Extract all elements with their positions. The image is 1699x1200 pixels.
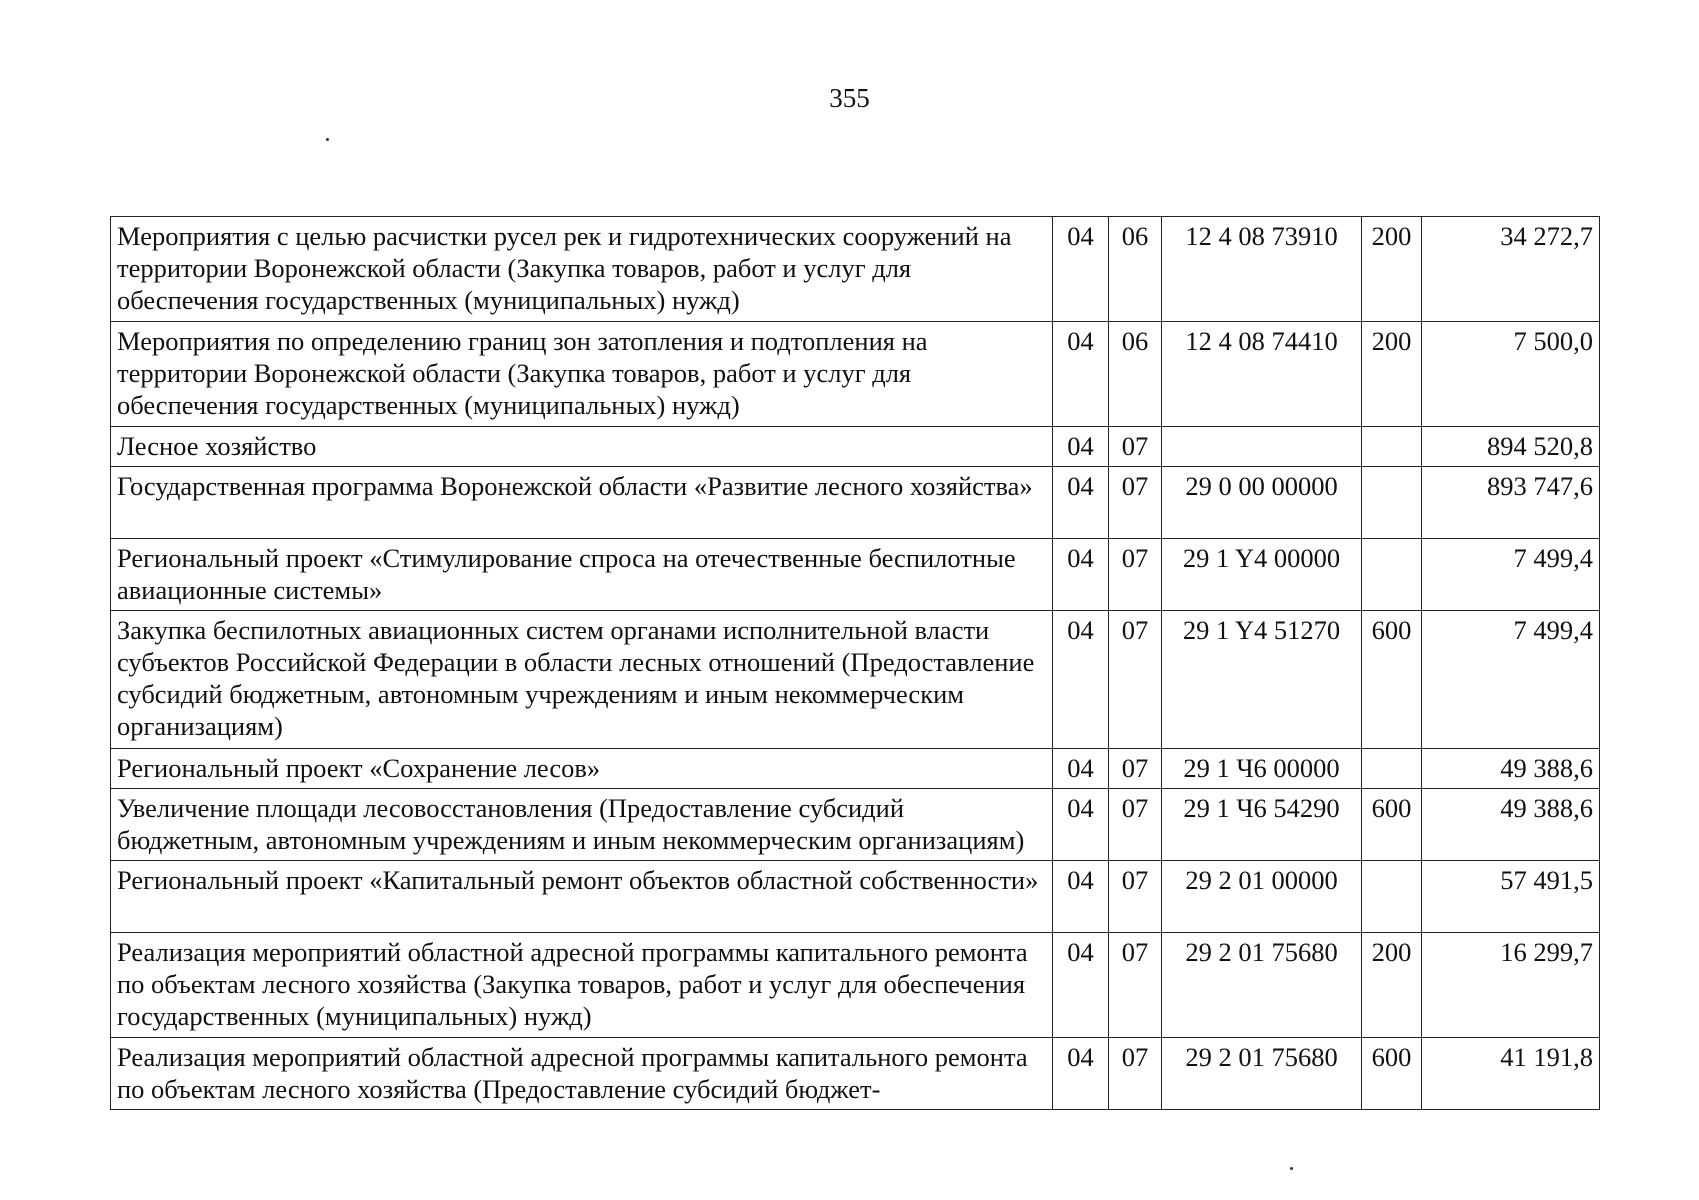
row-amount: 894 520,8	[1422, 427, 1600, 467]
row-expense-type: 200	[1362, 217, 1422, 322]
row-section: 04	[1053, 217, 1109, 322]
row-subsection: 06	[1109, 322, 1162, 427]
row-name: Увеличение площади лесовосстановления (Предоставление субсидий бюджетным, автономным учреждениям и иным некоммерческим организациям)	[111, 789, 1053, 861]
row-target-item: 12 4 08 73910	[1162, 217, 1362, 322]
row-section: 04	[1053, 467, 1109, 539]
table-row	[111, 217, 1600, 322]
table-row	[111, 427, 1600, 467]
row-name: Государственная программа Воронежской области «Развитие лесного хозяйства»	[111, 467, 1053, 539]
row-target-item	[1162, 427, 1362, 467]
row-section: 04	[1053, 861, 1109, 933]
row-expense-type	[1362, 467, 1422, 539]
row-subsection: 07	[1109, 539, 1162, 611]
row-expense-type	[1362, 539, 1422, 611]
row-amount: 893 747,6	[1422, 467, 1600, 539]
row-target-item: 29 2 01 00000	[1162, 861, 1362, 933]
table-row	[111, 539, 1600, 611]
row-amount: 49 388,6	[1422, 789, 1600, 861]
row-section: 04	[1053, 539, 1109, 611]
row-section: 04	[1053, 749, 1109, 789]
row-expense-type	[1362, 427, 1422, 467]
row-name: Реализация мероприятий областной адресной программы капитального ремонта по объектам лесного хозяйства (Предоставление субсидий бюджет-	[111, 1038, 1053, 1110]
row-subsection: 06	[1109, 217, 1162, 322]
row-target-item: 29 1 Ч6 00000	[1162, 749, 1362, 789]
row-subsection: 07	[1109, 789, 1162, 861]
table-row	[111, 1038, 1600, 1110]
row-expense-type: 200	[1362, 933, 1422, 1038]
row-amount: 34 272,7	[1422, 217, 1600, 322]
row-target-item: 29 2 01 75680	[1162, 1038, 1362, 1110]
row-name: Реализация мероприятий областной адресной программы капитального ремонта по объектам лесного хозяйства (Закупка товаров, работ и услуг для обеспечения государственных (муниципальных) нужд)	[111, 933, 1053, 1038]
row-target-item: 29 1 Y4 51270	[1162, 611, 1362, 749]
row-name: Закупка беспилотных авиационных систем органами исполнительной власти субъектов Российской Федерации в области лесных отношений (Предоставление субсидий бюджетным, автономным учреждениям и иным некоммерческим организациям)	[111, 611, 1053, 749]
row-amount: 7 499,4	[1422, 539, 1600, 611]
row-subsection: 07	[1109, 611, 1162, 749]
scan-speck	[1290, 1167, 1293, 1170]
table-row	[111, 861, 1600, 933]
row-subsection: 07	[1109, 933, 1162, 1038]
table-row	[111, 749, 1600, 789]
table-row	[111, 611, 1600, 749]
row-subsection: 07	[1109, 427, 1162, 467]
row-name: Лесное хозяйство	[111, 427, 1053, 467]
scan-speck	[326, 138, 329, 141]
row-subsection: 07	[1109, 1038, 1162, 1110]
row-amount: 16 299,7	[1422, 933, 1600, 1038]
row-name: Региональный проект «Сохранение лесов»	[111, 749, 1053, 789]
row-target-item: 29 1 Ч6 54290	[1162, 789, 1362, 861]
row-expense-type: 600	[1362, 789, 1422, 861]
row-expense-type: 200	[1362, 322, 1422, 427]
row-name: Мероприятия по определению границ зон затопления и подтопления на территории Воронежской области (Закупка товаров, работ и услуг для обеспечения государственных (муниципальных) нужд)	[111, 322, 1053, 427]
row-amount: 57 491,5	[1422, 861, 1600, 933]
row-subsection: 07	[1109, 861, 1162, 933]
row-amount: 41 191,8	[1422, 1038, 1600, 1110]
row-expense-type	[1362, 749, 1422, 789]
table-row	[111, 933, 1600, 1038]
row-section: 04	[1053, 933, 1109, 1038]
row-section: 04	[1053, 427, 1109, 467]
row-amount: 7 499,4	[1422, 611, 1600, 749]
row-section: 04	[1053, 322, 1109, 427]
row-target-item: 29 1 Y4 00000	[1162, 539, 1362, 611]
table-row	[111, 322, 1600, 427]
table-row	[111, 789, 1600, 861]
row-expense-type	[1362, 861, 1422, 933]
row-name: Региональный проект «Капитальный ремонт объектов областной собственности»	[111, 861, 1053, 933]
row-section: 04	[1053, 611, 1109, 749]
page-number: 355	[829, 83, 870, 113]
row-target-item: 29 0 00 00000	[1162, 467, 1362, 539]
table-row	[111, 467, 1600, 539]
row-amount: 49 388,6	[1422, 749, 1600, 789]
row-target-item: 12 4 08 74410	[1162, 322, 1362, 427]
row-expense-type: 600	[1362, 611, 1422, 749]
row-amount: 7 500,0	[1422, 322, 1600, 427]
row-name: Региональный проект «Стимулирование спроса на отечественные беспилотные авиационные системы»	[111, 539, 1053, 611]
row-subsection: 07	[1109, 467, 1162, 539]
row-section: 04	[1053, 789, 1109, 861]
row-section: 04	[1053, 1038, 1109, 1110]
row-name: Мероприятия с целью расчистки русел рек и гидротехнических сооружений на территории Воронежской области (Закупка товаров, работ и услуг для обеспечения государственных (муниципальных) нужд)	[111, 217, 1053, 322]
row-target-item: 29 2 01 75680	[1162, 933, 1362, 1038]
row-expense-type: 600	[1362, 1038, 1422, 1110]
row-subsection: 07	[1109, 749, 1162, 789]
budget-table	[110, 216, 1600, 1110]
